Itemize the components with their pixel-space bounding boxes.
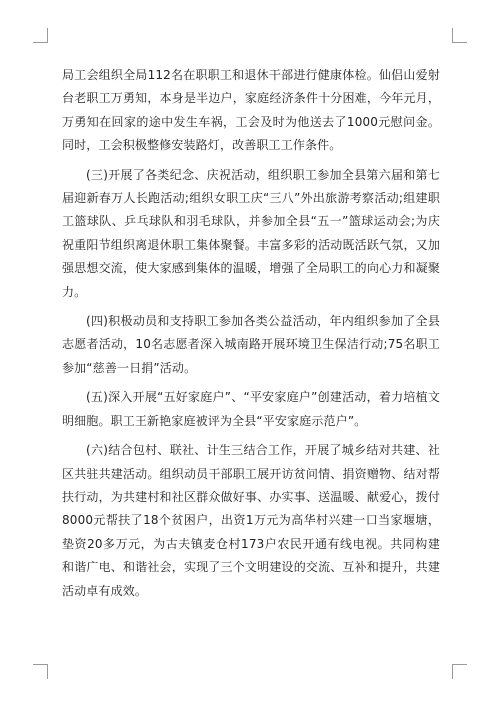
crop-mark-top-left — [33, 28, 48, 43]
paragraph-public-welfare: (四)积极动员和支持职工参加各类公益活动，年内组织参加了全县志愿者活动，10名志愿者深入城南路开展环境卫生保洁行动;75名职工参加“慈善一日捐”活动。 — [62, 314, 440, 375]
paragraph-commemoration-activities: (三)开展了各类纪念、庆祝活动，组织职工参加全县第六届和第七届迎新春万人长跑活动;组织女职工庆“三八”外出旅游考察活动;组建职工篮球队、乒乓球队和羽毛球队，并参加全县“五一”篮球运动会;为庆祝重阳节组织离退休职工集体聚餐。丰富多彩的活动既活跃气氛，又加强思想交流，使大家感到集体的温暖，增强了全局职工的向心力和凝聚力。 — [62, 167, 440, 299]
paragraph-health-checkup: 局工会组织全局112名在职职工和退休干部进行健康体检。仙侣山爱射台老职工万勇知，本身是半边户，家庭经济条件十分困难，今年元月，万勇知在回家的途中发生车祸，工会及时为他送去了1000元慰问金。同时，工会积极整修安装路灯，改善职工工作条件。 — [62, 68, 440, 153]
crop-mark-bottom-left — [33, 664, 48, 679]
paragraph-joint-construction: (六)结合包村、联社、计生三结合工作，开展了城乡结对共建、社区共驻共建活动。组织动员干部职工展开访贫问情、捐资赠物、结对帮扶行动，为共建村和社区群众做好事、办实事、送温暖、献爱心，拨付8000元帮扶了18个贫困户，出资1万元为高华村兴建一口当家堰塘，垫资20多万元，为古夫镇麦仓村173户农民开通有线电视。共同构建和谐广电、和谐社会，实现了三个文明建设的交流、互补和提升，共建活动卓有成效。 — [62, 443, 440, 598]
paragraph-family-creation: (五)深入开展“五好家庭户”、“平安家庭户”创建活动，着力培植文明细胞。职工王新艳家庭被评为全县“平安家庭示范户”。 — [62, 390, 440, 428]
document-body — [62, 64, 440, 609]
crop-mark-top-right — [452, 28, 467, 43]
crop-mark-bottom-right — [452, 664, 467, 679]
